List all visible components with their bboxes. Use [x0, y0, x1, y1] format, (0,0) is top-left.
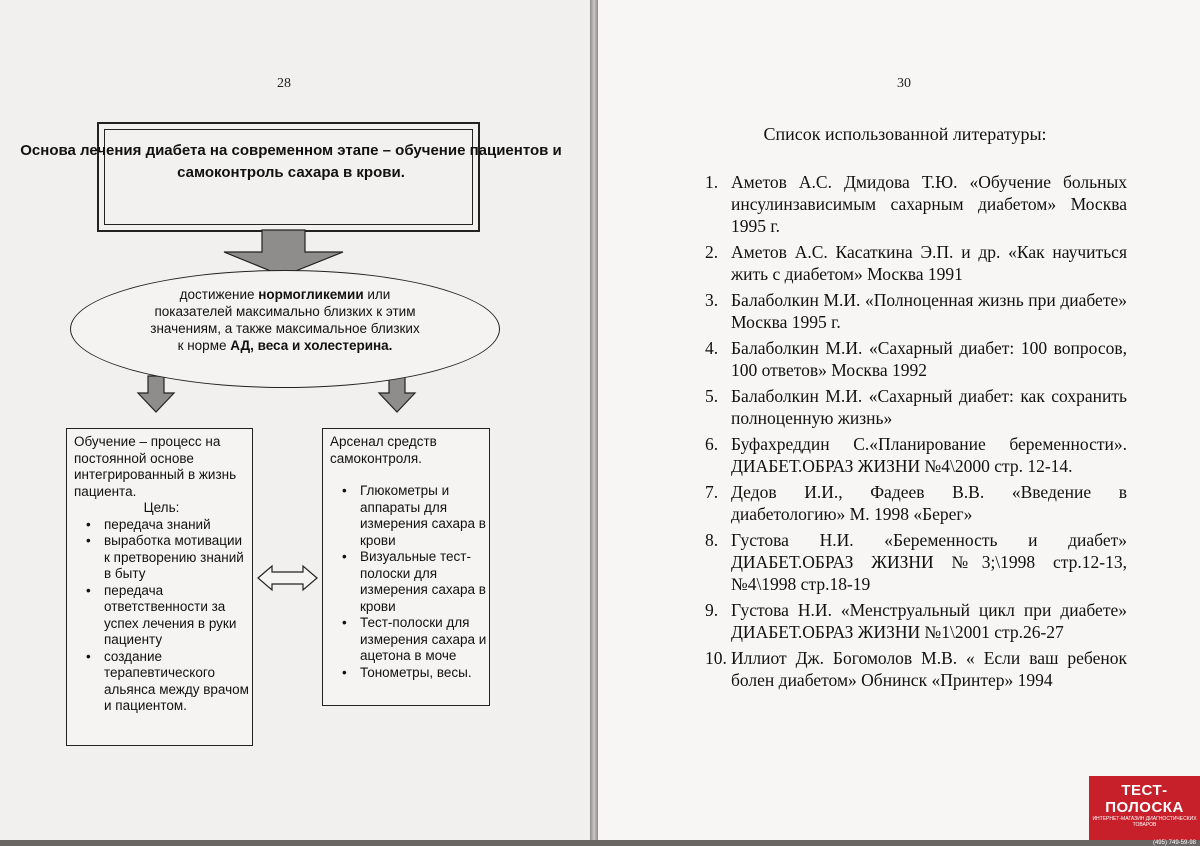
list-item: • Тонометры, весы. [330, 665, 488, 682]
reference-item [705, 647, 1127, 691]
reference-text: Балаболкин М.И. «Полноценная жизнь при диабете» Москва 1995 г. [731, 290, 1127, 332]
double-arrow [258, 566, 317, 590]
reference-number: 1. [705, 172, 719, 192]
reference-item [705, 385, 1127, 429]
reference-item [705, 529, 1127, 595]
banner-text: Основа лечения диабета на современном этапе – обучение пациентов и самоконтроль сахара в крови. [20, 142, 562, 181]
goal-ellipse-text [150, 286, 420, 354]
reference-item [705, 481, 1127, 525]
reference-text: Аметов А.С. Касаткина Э.П. и др. «Как научиться жить с диабетом» Москва 1991 [731, 242, 1127, 284]
left-down-arrow [138, 376, 174, 412]
selfcontrol-title: Арсенал средств самоконтроля. [330, 434, 437, 466]
reference-text: Аметов А.С. Дмидова Т.Ю. «Обучение больных инсулинзависимым сахарным диабетом» Москва 1995 г. [731, 172, 1127, 236]
goal-text-bold-1: нормогликемии [258, 287, 364, 302]
reference-number: 5. [705, 386, 719, 406]
education-list [74, 517, 249, 715]
stamp-phone: (495) 749-59-98 [1152, 840, 1196, 846]
stamp-brand: ТЕСТ-ПОЛОСКА [1105, 782, 1184, 816]
reference-item [705, 241, 1127, 285]
goal-text-2: или показателей максимально близких к этим значениям, а также максимальное близких к норме [150, 287, 420, 353]
reference-number: 7. [705, 482, 719, 502]
list-item: • создание терапевтического альянса между врачом и пациентом. [74, 649, 249, 715]
education-goal-label: Цель: [143, 500, 180, 515]
book-gutter [590, 0, 598, 840]
reference-text: Балаболкин М.И. «Сахарный диабет: 100 вопросов, 100 ответов» Москва 1992 [731, 338, 1127, 380]
reference-number: 4. [705, 338, 719, 358]
reference-number: 10. [705, 648, 727, 668]
education-intro: Обучение – процесс на постоянной основе интегрированный в жизнь пациента. [74, 434, 237, 499]
references-list [705, 171, 1127, 695]
selfcontrol-content [330, 434, 488, 681]
left-page [0, 0, 590, 840]
reference-number: 8. [705, 530, 719, 550]
goal-text-bold-2: АД, веса и холестерина. [230, 338, 393, 353]
page-number-right: 30 [897, 76, 911, 91]
reference-text: Иллиот Дж. Богомолов М.В. « Если ваш ребенок болен диабетом» Обнинск «Принтер» 1994 [731, 648, 1127, 690]
reference-number: 3. [705, 290, 719, 310]
reference-text: Густова Н.И. «Беременность и диабет» ДИАБЕТ.ОБРАЗ ЖИЗНИ №3;\1998 стр.12-13, №4\1998 стр.18-19 [731, 530, 1127, 594]
list-item: • Глюкометры и аппараты для измерения сахара в крови [330, 483, 488, 549]
reference-item [705, 337, 1127, 381]
reference-number: 9. [705, 600, 719, 620]
reference-number: 2. [705, 242, 719, 262]
list-item: • выработка мотивации к претворению знаний в быту [74, 533, 249, 583]
list-item: • передача знаний [74, 517, 249, 534]
reference-text: Дедов И.И., Фадеев В.В. «Введение в диабетологию» М. 1998 «Берег» [731, 482, 1127, 524]
page-number-left: 28 [277, 76, 291, 91]
reference-item [705, 289, 1127, 333]
reference-text: Густова Н.И. «Менструальный цикл при диабете» ДИАБЕТ.ОБРАЗ ЖИЗНИ №1\2001 стр.26-27 [731, 600, 1127, 642]
selfcontrol-list [330, 483, 488, 681]
stamp-tagline: ИНТЕРНЕТ-МАГАЗИН ДИАГНОСТИЧЕСКИХ ТОВАРОВ [1092, 816, 1197, 828]
list-item: • Визуальные тест-полоски для измерения сахара в крови [330, 549, 488, 615]
reference-text: Балаболкин М.И. «Сахарный диабет: как сохранить полноценную жизнь» [731, 386, 1127, 428]
list-item: • Тест-полоски для измерения сахара и ацетона в моче [330, 615, 488, 665]
reference-item [705, 599, 1127, 643]
list-item: • передача ответственности за успех лечения в руки пациенту [74, 583, 249, 649]
store-logo-stamp [1089, 776, 1200, 846]
reference-item [705, 433, 1127, 477]
reference-number: 6. [705, 434, 719, 454]
right-down-arrow [379, 376, 415, 412]
references-title: Список использованной литературы: [763, 124, 1047, 144]
education-content [74, 434, 249, 715]
reference-text: Буфахреддин С.«Планирование беременности». ДИАБЕТ.ОБРАЗ ЖИЗНИ №4\2000 стр. 12-14. [731, 434, 1127, 476]
reference-item [705, 171, 1127, 237]
goal-text-1: достижение [179, 287, 259, 302]
